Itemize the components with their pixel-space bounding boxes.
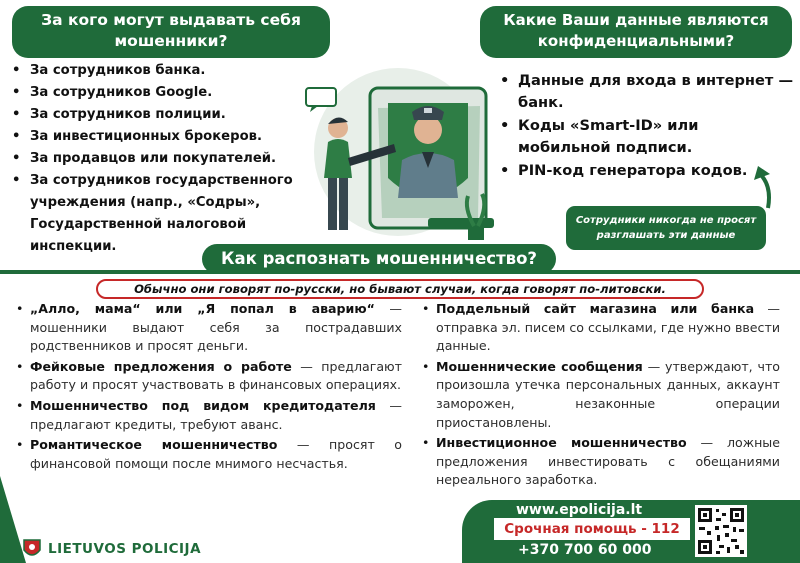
item-heading: Инвестиционное мошенничество [436, 435, 687, 451]
list-item [422, 358, 780, 432]
language-warning: Обычно они говорят по-русски, но бывают случаи, когда говорят по-литовски. [96, 279, 704, 299]
list-item: • За сотрудников государственного учреждения (напр., «Содры», Государственной налоговой инспекции. [12, 170, 312, 258]
list-item: • За инвестиционных брокеров. [12, 126, 312, 148]
list-item [16, 358, 402, 395]
item-heading: Романтическое мошенничество [30, 437, 278, 453]
qr-code-icon[interactable] [695, 505, 747, 557]
item-text: — утверждают, что произошла утечка персональных данных, аккаунт заморожен, незаконные операции приостановлены. [436, 358, 780, 430]
item-heading: Фейковые предложения о работе [30, 358, 292, 374]
never-ask-note: Сотрудники никогда не просят разглашать эти данные [566, 206, 766, 250]
emergency-number: Срочная помощь - 112 [494, 518, 690, 540]
item-text: — ложные предложения инвестировать с обещаниями нереального заработка. [436, 435, 780, 488]
impersonation-list [12, 60, 312, 258]
list-item [16, 397, 402, 434]
list-item: • За сотрудников полиции. [12, 104, 312, 126]
website-link[interactable]: www.epolicija.lt [516, 502, 643, 518]
item-text: — предлагают кредиты, требуют аванс. [30, 397, 402, 432]
scam-types-right [422, 300, 780, 492]
curved-arrow-icon [752, 164, 782, 210]
confidential-title: Какие Ваши данные являются конфиденциальными? [480, 6, 792, 58]
item-text: — мошенники выдают себя за пострадавших родственников и просят деньги. [30, 301, 402, 354]
item-heading: „Алло, мама“ или „Я попал в аварию“ [30, 301, 375, 316]
scam-types-left [16, 300, 402, 475]
list-item: • За продавцов или покупателей. [12, 148, 312, 170]
recognize-title: Как распознать мошенничество? [202, 244, 556, 274]
item-text: — просят о финансовой помощи после мнимого несчастья. [30, 437, 402, 471]
item-text: — отправка эл. писем со ссылками, где нужно ввести данные. [436, 301, 780, 354]
item-heading: Мошенничество под видом кредитодателя [30, 397, 376, 413]
org-name: LIETUVOS POLICIJA [48, 541, 202, 557]
list-item: • За сотрудников банка. [12, 60, 312, 82]
list-item [422, 300, 780, 356]
phone-number: +370 700 60 000 [518, 542, 652, 558]
police-badge-icon [22, 538, 42, 560]
list-item [16, 436, 402, 473]
list-item [422, 434, 780, 490]
police-logo [22, 538, 201, 560]
list-item [16, 300, 402, 356]
list-item: • За сотрудников Google. [12, 82, 312, 104]
scam-illustration [298, 48, 498, 248]
list-item: • Данные для входа в интернет — банк. [500, 70, 796, 115]
item-heading: Мошеннические сообщения [436, 358, 643, 374]
impersonation-title: За кого могут выдавать себя мошенники? [12, 6, 330, 58]
item-heading: Поддельный сайт магазина или банка [436, 301, 755, 316]
list-item: • Коды «Smart-ID» или мобильной подписи. [500, 115, 796, 160]
list-item: • PIN-код генератора кодов. [500, 160, 796, 182]
item-text: — предлагают работу и просят участвовать в финансовых операциях. [30, 358, 402, 393]
